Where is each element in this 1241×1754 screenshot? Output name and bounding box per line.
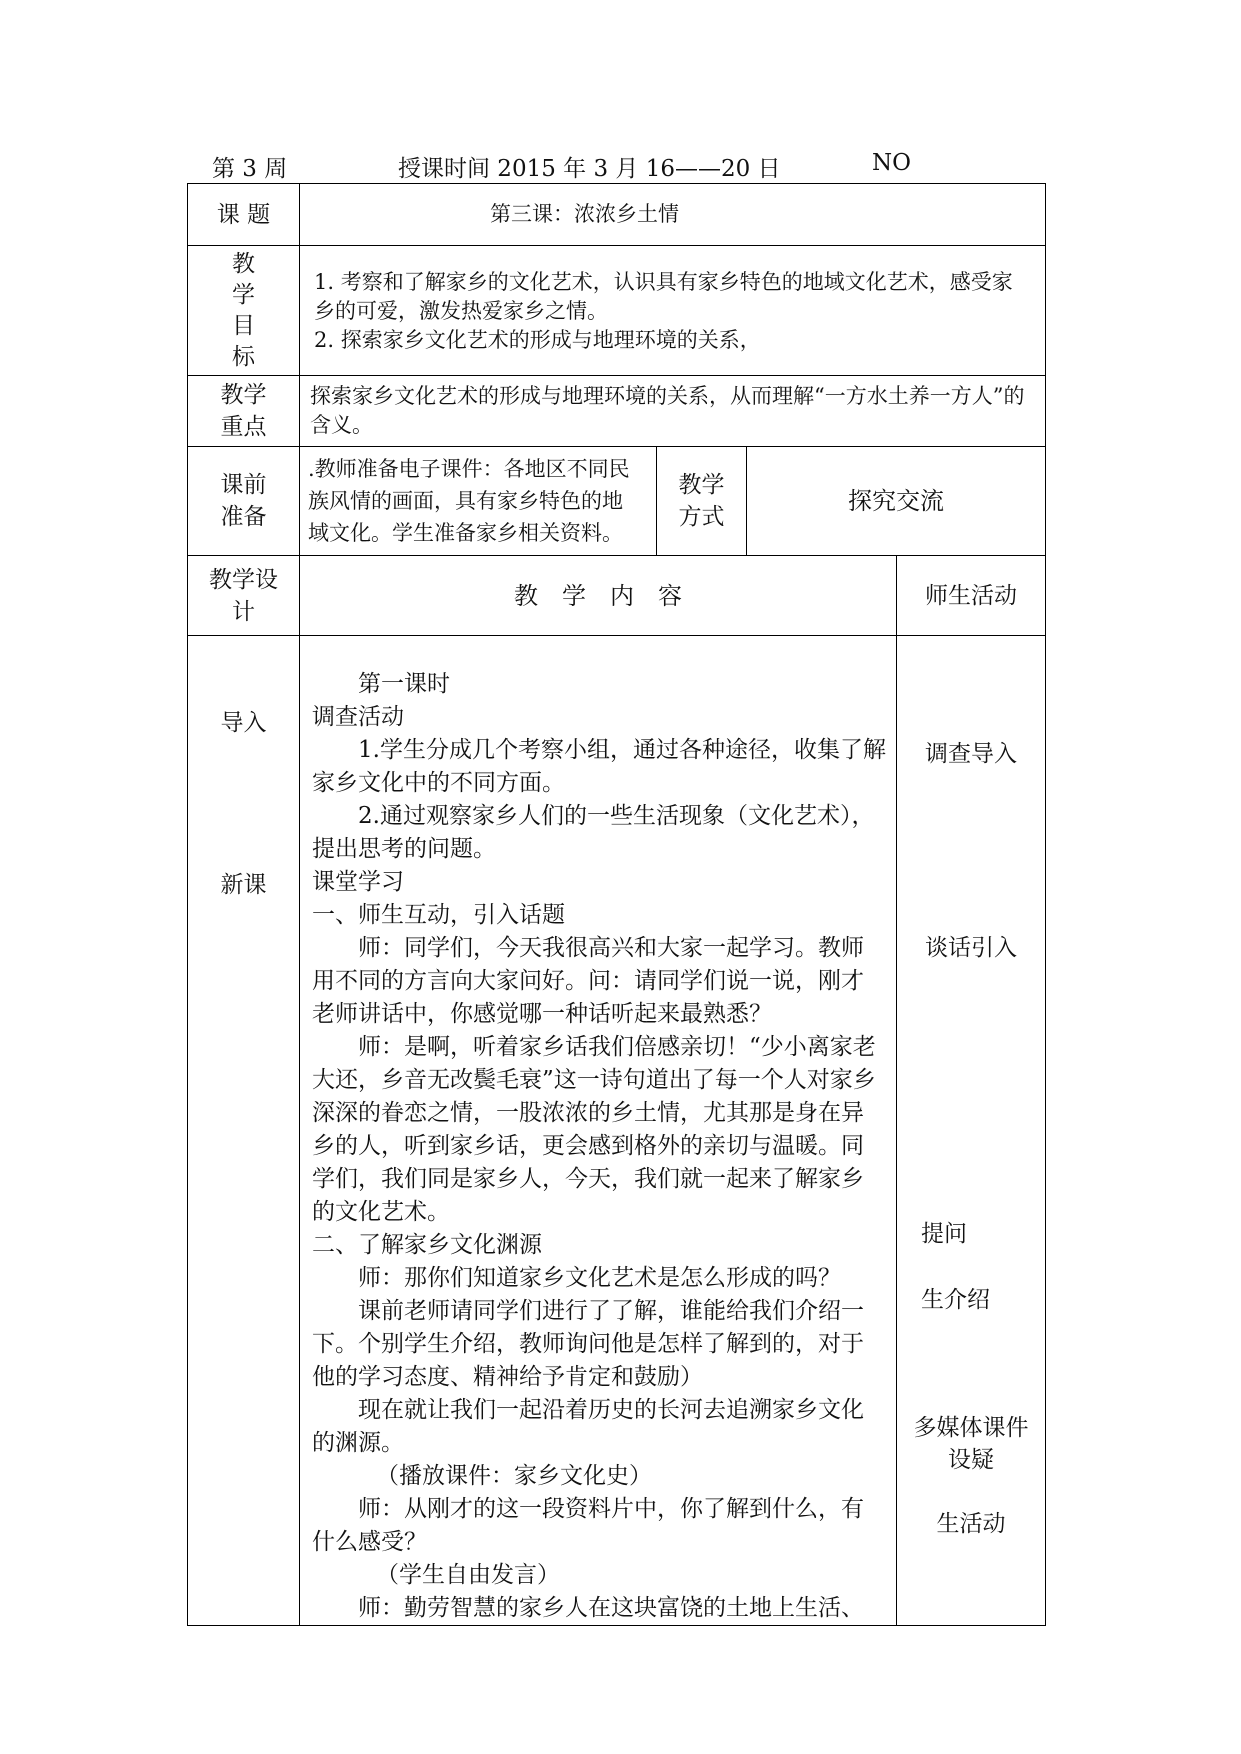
content-line: 师：那你们知道家乡文化艺术是怎么形成的吗？ [358, 1265, 841, 1291]
record-number: NO [872, 150, 911, 176]
prep-value: .教师准备电子课件：各地区不同民族风情的画面，具有家乡特色的地域文化。学生准备家乡相关资料。 [300, 447, 657, 556]
topic-row [188, 184, 1046, 246]
method-value: 探究交流 [747, 447, 1046, 556]
content-line: 2.通过观察家乡人们的一些生活现象（文化艺术），提出思考的问题。 [312, 803, 875, 862]
prep-label: 课前 准备 [188, 447, 300, 556]
activity-item: 调查导入 [925, 741, 1017, 767]
topic-label: 课 题 [188, 184, 300, 246]
activity-item: 设疑 [948, 1447, 994, 1473]
goals-content [300, 246, 1046, 376]
page-header [0, 150, 1241, 184]
lesson-plan-table [187, 183, 1046, 1626]
content-line: 一、师生互动，引入话题 [312, 902, 565, 928]
content-line: 师：从刚才的这一段资料片中，你了解到什么，有什么感受？ [312, 1496, 864, 1555]
activity-header: 师生活动 [897, 556, 1046, 636]
key-value: 探索家乡文化艺术的形成与地理环境的关系，从而理解“一方水土养一方人”的含义。 [300, 376, 1046, 447]
activity-item: 生介绍 [921, 1287, 990, 1313]
content-line: 第一课时 [358, 671, 450, 697]
section-new-lesson: 新课 [220, 872, 267, 898]
prep-row [188, 447, 1046, 556]
content-line: 课堂学习 [312, 869, 404, 895]
content-line: 1.学生分成几个考察小组，通过各种途径，收集了解家乡文化中的不同方面。 [312, 737, 886, 796]
goals-row [188, 246, 1046, 376]
method-label: 教学 方式 [657, 447, 747, 556]
activity-item: 多媒体课件 [913, 1415, 1029, 1441]
teaching-time: 授课时间 2015 年 3 月 16——20 日 [398, 156, 781, 182]
goals-label: 教 学 目 标 [188, 246, 300, 376]
goal-item: 2. 探索家乡文化艺术的形成与地理环境的关系， [314, 328, 761, 352]
content-line: （播放课件：家乡文化史） [376, 1463, 652, 1489]
key-row [188, 376, 1046, 447]
section-labels [188, 636, 300, 1626]
activity-item: 谈话引入 [925, 935, 1017, 961]
teacher-student-activities [897, 636, 1046, 1626]
design-label: 教学设 计 [188, 556, 300, 636]
content-line: 师：同学们，今天我很高兴和大家一起学习。教师用不同的方言向大家问好。问：请同学们说一说，刚才老师讲话中，你感觉哪一种话听起来最熟悉？ [312, 935, 864, 1027]
activity-item: 生活动 [936, 1511, 1006, 1537]
design-header-row [188, 556, 1046, 636]
content-header: 教 学 内 容 [300, 556, 897, 636]
content-line: 调查活动 [312, 704, 404, 730]
goal-item: 1. 考察和了解家乡的文化艺术，认识具有家乡特色的地域文化艺术，感受家乡的可爱，激发热爱家乡之情。 [314, 270, 1013, 323]
content-line: （学生自由发言） [376, 1562, 560, 1588]
key-label: 教学 重点 [188, 376, 300, 447]
week-label: 第 3 周 [212, 156, 288, 182]
content-line: 课前老师请同学们进行了了解，谁能给我们介绍一下。个别学生介绍，教师询问他是怎样了解到的，对于他的学习态度、精神给予肯定和鼓励） [312, 1298, 864, 1390]
content-line: 二、了解家乡文化渊源 [312, 1232, 542, 1258]
content-line: 师：是啊，听着家乡话我们倍感亲切！“少小离家老大还，乡音无改鬓毛衰”这一诗句道出了每一个人对家乡深深的眷恋之情，一股浓浓的乡土情，尤其那是身在异乡的人，听到家乡话，更会感到格外的亲切与温暖。同学们，我们同是家乡人，今天，我们就一起来了解家乡的文化艺术。 [312, 1034, 876, 1225]
activity-item: 提问 [921, 1221, 967, 1247]
content-line: 现在就让我们一起沿着历史的长河去追溯家乡文化的渊源。 [312, 1397, 864, 1456]
section-intro: 导入 [220, 710, 267, 736]
teaching-content [300, 636, 897, 1626]
content-line: 师：勤劳智慧的家乡人在这块富饶的土地上生活、 [358, 1595, 864, 1621]
topic-value: 第三课：浓浓乡土情 [300, 184, 1046, 246]
design-body-row [188, 636, 1046, 1626]
